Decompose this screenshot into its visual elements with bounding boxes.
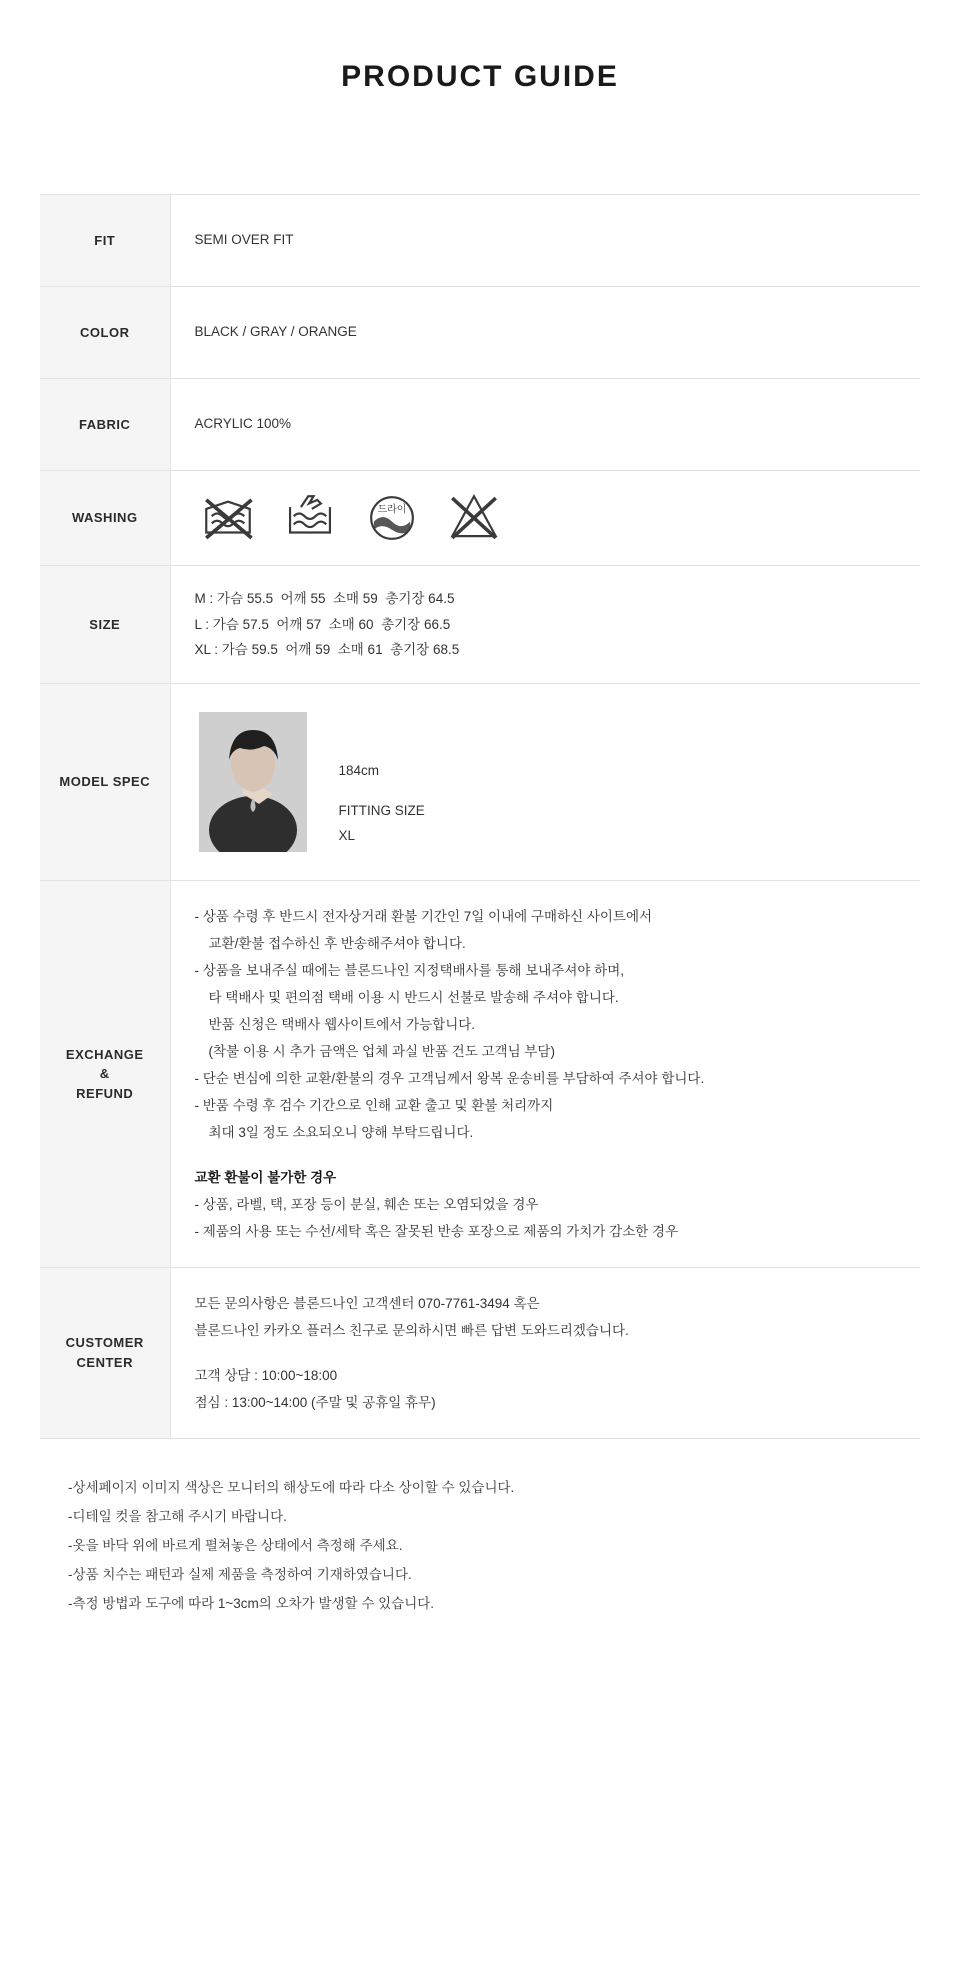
model-spec-content bbox=[195, 706, 897, 858]
policy-notice-title: 교환 환불이 불가한 경우 bbox=[194, 1169, 337, 1185]
svg-text:드라이: 드라이 bbox=[377, 504, 406, 516]
policy-line-7: - 단순 변심에 의한 교환/환불의 경우 고객님께서 왕복 운송비를 부담하여 주셔야 합니다. bbox=[194, 1070, 705, 1086]
policy-line-2: 교환/환불 접수하신 후 반송해주셔야 합니다. bbox=[208, 935, 466, 951]
row-label-exchange-refund bbox=[40, 880, 170, 1267]
tumble-dry-icon bbox=[363, 489, 421, 547]
no-machine-wash-icon bbox=[199, 489, 257, 547]
size-line-m: M : 가슴 55.5 어깨 55 소매 59 총기장 64.5 bbox=[194, 591, 455, 606]
exchange-label-line-3: REFUND bbox=[76, 1085, 134, 1101]
exchange-label-line-2: & bbox=[99, 1066, 110, 1082]
cs-label-line-1: CUSTOMER bbox=[65, 1335, 144, 1351]
row-value-fit: SEMI OVER FIT bbox=[194, 232, 294, 248]
no-bleach-icon bbox=[445, 489, 503, 547]
note-line-2: -디테일 컷을 참고해 주시기 바랍니다. bbox=[68, 1508, 287, 1524]
product-spec-table bbox=[40, 194, 920, 1439]
row-label-size: SIZE bbox=[40, 566, 170, 684]
hand-wash-icon bbox=[281, 489, 339, 547]
table-row-exchange-refund bbox=[40, 880, 920, 1267]
footer-notes bbox=[40, 1473, 920, 1618]
policy-notice-item-2: - 제품의 사용 또는 수선/세탁 혹은 잘못된 반송 포장으로 제품의 가치가 감소한 경우 bbox=[194, 1223, 679, 1239]
policy-line-4: 타 택배사 및 편의점 택배 이용 시 반드시 선불로 발송해 주셔야 합니다. bbox=[208, 989, 619, 1005]
cs-label-line-2: CENTER bbox=[76, 1354, 133, 1370]
table-row-model-spec bbox=[40, 683, 920, 880]
table-row-washing bbox=[40, 471, 920, 566]
model-photo bbox=[199, 712, 307, 852]
cs-line-2: 블론드나인 카카오 플러스 친구로 문의하시면 빠른 답변 도와드리겠습니다. bbox=[194, 1322, 629, 1338]
policy-line-1: - 상품 수령 후 반드시 전자상거래 환불 기간인 7일 이내에 구매하신 사이트에서 bbox=[194, 908, 653, 924]
model-measurements bbox=[339, 712, 425, 849]
row-label-color: COLOR bbox=[40, 287, 170, 379]
washing-icon-group bbox=[195, 489, 897, 547]
table-row-fit bbox=[40, 195, 920, 287]
policy-line-8: - 반품 수령 후 검수 기간으로 인해 교환 출고 및 환불 처리까지 bbox=[194, 1097, 554, 1113]
note-line-3: -옷을 바닥 위에 바르게 펼쳐놓은 상태에서 측정해 주세요. bbox=[68, 1537, 403, 1553]
customer-center-content bbox=[195, 1290, 897, 1416]
note-line-5: -측정 방법과 도구에 따라 1~3cm의 오차가 발생할 수 있습니다. bbox=[68, 1595, 435, 1611]
table-row-size bbox=[40, 566, 920, 684]
table-row-fabric bbox=[40, 379, 920, 471]
policy-line-6: (착불 이용 시 추가 금액은 업체 과실 반품 건도 고객님 부담) bbox=[208, 1043, 555, 1059]
fitting-size-value: XL bbox=[338, 828, 356, 844]
cs-line-1: 모든 문의사항은 블론드나인 고객센터 070-7761-3494 혹은 bbox=[194, 1295, 540, 1311]
model-height: 184cm bbox=[338, 762, 380, 778]
size-measurements bbox=[195, 586, 897, 663]
row-value-fabric: ACRYLIC 100% bbox=[194, 416, 292, 432]
table-row-color bbox=[40, 287, 920, 379]
row-value-color: BLACK / GRAY / ORANGE bbox=[194, 324, 357, 340]
policy-line-3: - 상품을 보내주실 때에는 블론드나인 지정택배사를 통해 보내주셔야 하며, bbox=[194, 962, 624, 978]
note-line-1: -상세페이지 이미지 색상은 모니터의 해상도에 따라 다소 상이할 수 있습니다. bbox=[68, 1479, 515, 1495]
cs-hours-consult: 고객 상담 : 10:00~18:00 bbox=[194, 1367, 338, 1383]
exchange-label-line-1: EXCHANGE bbox=[65, 1046, 144, 1062]
cs-hours-lunch: 점심 : 13:00~14:00 (주말 및 공휴일 휴무) bbox=[194, 1394, 436, 1410]
row-label-model-spec: MODEL SPEC bbox=[40, 683, 170, 880]
model-portrait-illustration bbox=[199, 712, 307, 852]
row-label-washing: WASHING bbox=[40, 471, 170, 566]
row-label-fit: FIT bbox=[40, 195, 170, 287]
policy-line-5: 반품 신청은 택배사 웹사이트에서 가능합니다. bbox=[208, 1016, 476, 1032]
policy-notice-item-1: - 상품, 라벨, 택, 포장 등이 분실, 훼손 또는 오염되었을 경우 bbox=[194, 1196, 539, 1212]
policy-line-9: 최대 3일 정도 소요되오니 양해 부탁드립니다. bbox=[208, 1124, 474, 1140]
row-label-customer-center bbox=[40, 1267, 170, 1438]
fitting-size-label: FITTING SIZE bbox=[338, 802, 425, 818]
row-label-fabric: FABRIC bbox=[40, 379, 170, 471]
exchange-refund-policy bbox=[195, 903, 897, 1245]
page-title: PRODUCT GUIDE bbox=[341, 60, 619, 93]
size-line-xl: XL : 가슴 59.5 어깨 59 소매 61 총기장 68.5 bbox=[194, 642, 460, 658]
table-row-customer-center bbox=[40, 1267, 920, 1438]
note-line-4: -상품 치수는 패턴과 실제 제품을 측정하여 기재하였습니다. bbox=[68, 1566, 412, 1582]
size-line-l: L : 가슴 57.5 어깨 57 소매 60 총기장 66.5 bbox=[194, 616, 451, 632]
